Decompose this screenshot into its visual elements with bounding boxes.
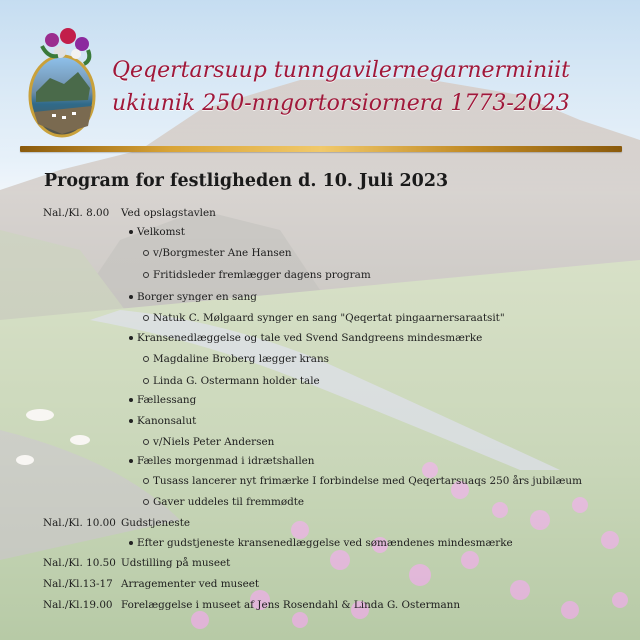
item-text: Velkomst [137,226,185,238]
item-text: Tusass lancerer nyt frimærke I forbindelse med Qeqertarsuaqs 250 års jubilæum [153,475,582,487]
circle-bullet-icon [143,315,149,321]
time-label: Nal./Kl. 10.50 [43,557,116,569]
item-text: Kransenedlæggelse og tale ved Svend Sandgreens mindesmærke [137,332,483,344]
title-line-1: Qeqertarsuup tunngavilernegarnerminiit [112,58,571,83]
bullet-icon [129,419,133,423]
item-text: Borger synger en sang [137,291,257,303]
page-title [112,54,632,120]
circle-bullet-icon [143,356,149,362]
bullet-icon [129,336,133,340]
title-line-2: ukiunik 250-nngortorsiornera 1773-2023 [112,91,570,116]
item-text: Kanonsalut [137,415,197,427]
item-text: v/Niels Peter Andersen [153,436,275,448]
item-text: Arragementer ved museet [121,578,260,590]
time-label: Nal./Kl. 8.00 [43,207,110,219]
time-label: Nal./Kl.19.00 [43,599,113,611]
item-text: v/Borgmester Ane Hansen [153,247,292,259]
emblem-icon [22,22,108,140]
circle-bullet-icon [143,499,149,505]
item-text: Natuk C. Mølgaard synger en sang "Qeqertat pingaarnersaraatsit" [153,312,505,324]
item-text: Udstilling på museet [121,557,231,569]
circle-bullet-icon [143,478,149,484]
item-text: Fællessang [137,394,197,406]
item-text: Linda G. Ostermann holder tale [153,375,320,387]
item-text: Ved opslagstavlen [121,207,216,219]
circle-bullet-icon [143,272,149,278]
anniversary-emblem [22,22,108,140]
item-text: Fælles morgenmad i idrætshallen [137,455,315,467]
bullet-icon [129,398,133,402]
gold-divider [20,146,622,152]
bullet-icon [129,230,133,234]
item-text: Fritidsleder fremlægger dagens program [153,269,371,281]
time-label: Nal./Kl. 10.00 [43,517,116,529]
time-label: Nal./Kl.13-17 [43,578,113,590]
bullet-icon [129,541,133,545]
bullet-icon [129,295,133,299]
circle-bullet-icon [143,250,149,256]
bullet-icon [129,459,133,463]
item-text: Forelæggelse i museet af Jens Rosendahl & Linda G. Ostermann [121,599,461,611]
item-text: Gudstjeneste [121,517,191,529]
circle-bullet-icon [143,439,149,445]
item-text: Gaver uddeles til fremmødte [153,496,305,508]
item-text: Magdaline Broberg lægger krans [153,353,329,365]
program-heading: Program for festligheden d. 10. Juli 2023 [44,171,449,191]
item-text: Efter gudstjeneste kransenedlæggelse ved sømændenes mindesmærke [137,537,513,549]
circle-bullet-icon [143,378,149,384]
